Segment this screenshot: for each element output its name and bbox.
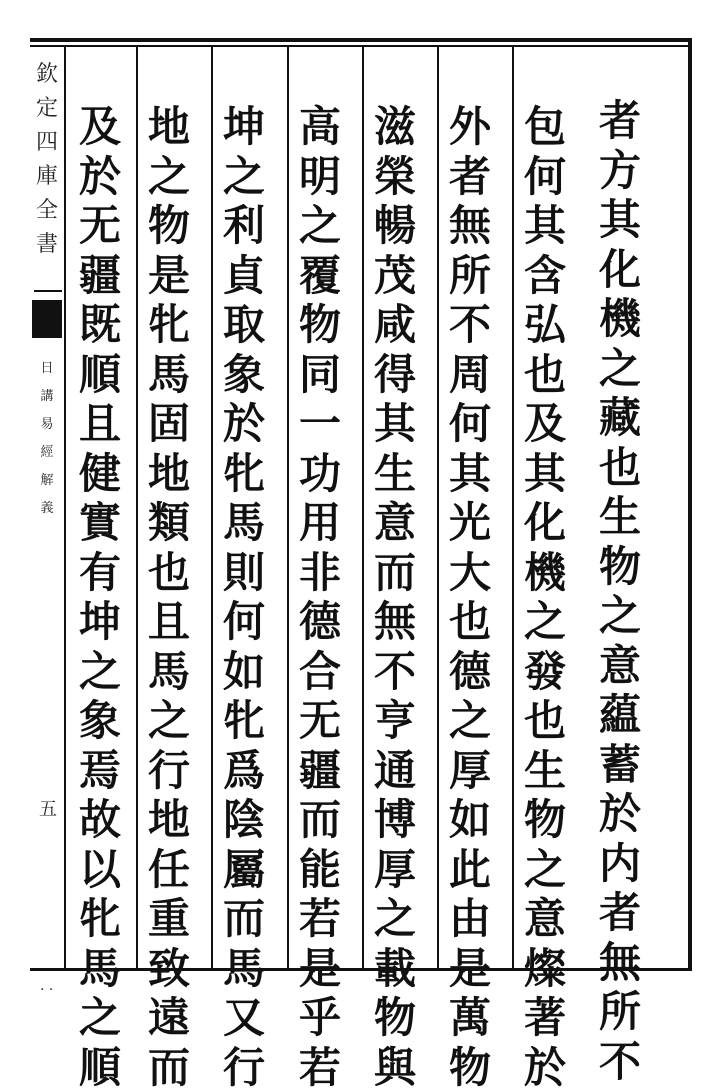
column-char: 萬 <box>440 993 500 1043</box>
column-char: 是 <box>440 944 500 994</box>
column-char: 固 <box>139 399 199 449</box>
column-char: 若 <box>290 894 350 944</box>
column-char: 包 <box>515 102 575 152</box>
text-column-4 <box>365 102 425 1092</box>
column-char: 馬 <box>139 647 199 697</box>
column-char: 則 <box>214 548 274 598</box>
column-char: 牝 <box>70 894 130 944</box>
column-char: 牝 <box>214 449 274 499</box>
column-char: 也 <box>515 350 575 400</box>
column-char: 疆 <box>290 746 350 796</box>
column-char: 生 <box>365 449 425 499</box>
column-char: 也 <box>440 597 500 647</box>
column-char: 博 <box>365 795 425 845</box>
column-char: 其 <box>440 449 500 499</box>
column-char: 何 <box>515 152 575 202</box>
column-char: 而 <box>290 795 350 845</box>
column-char: 非 <box>290 548 350 598</box>
column-char: 順 <box>70 350 130 400</box>
margin-book-title <box>34 58 60 262</box>
column-char: 牝 <box>139 300 199 350</box>
column-char: 馬 <box>70 944 130 994</box>
column-char: 内 <box>590 839 650 889</box>
text-column-3 <box>440 102 500 1092</box>
column-char: 行 <box>214 1043 274 1092</box>
column-divider <box>437 45 439 971</box>
column-char: 順 <box>70 1043 130 1092</box>
column-char: 乎 <box>290 993 350 1043</box>
column-char: 何 <box>214 597 274 647</box>
column-char: 疆 <box>70 251 130 301</box>
column-char: 坤 <box>70 597 130 647</box>
margin-title-char: 定 <box>36 92 58 126</box>
column-char: 地 <box>139 102 199 152</box>
margin-tick <box>34 290 62 292</box>
frame-top-inner-rule <box>30 45 692 47</box>
column-char: 爲 <box>214 746 274 796</box>
column-char: 之 <box>440 696 500 746</box>
text-column-8 <box>70 102 130 1092</box>
column-char: 也 <box>139 548 199 598</box>
column-char: 無 <box>440 201 500 251</box>
footer-mark: · · <box>40 982 53 998</box>
column-char: 類 <box>139 498 199 548</box>
column-char: 藏 <box>590 393 650 443</box>
margin-volume-char: 義 <box>40 495 53 523</box>
column-char: 而 <box>365 548 425 598</box>
column-char: 光 <box>440 498 500 548</box>
column-char: 一 <box>290 399 350 449</box>
column-char: 不 <box>590 1037 650 1087</box>
column-char: 外 <box>440 102 500 152</box>
column-char: 故 <box>70 795 130 845</box>
column-char: 載 <box>365 944 425 994</box>
column-char: 也 <box>515 696 575 746</box>
text-column-6 <box>214 102 274 1092</box>
column-char: 若 <box>290 1043 350 1092</box>
column-char: 且 <box>70 399 130 449</box>
column-char: 任 <box>139 845 199 895</box>
column-char: 不 <box>365 647 425 697</box>
column-char: 用 <box>290 498 350 548</box>
column-char: 重 <box>139 894 199 944</box>
column-char: 無 <box>365 597 425 647</box>
column-char: 物 <box>590 542 650 592</box>
column-char: 由 <box>440 894 500 944</box>
margin-volume-char: 解 <box>40 467 53 495</box>
column-char: 之 <box>214 152 274 202</box>
margin-volume-title <box>36 355 58 523</box>
column-char: 功 <box>290 449 350 499</box>
column-char: 是 <box>290 944 350 994</box>
column-char: 以 <box>70 845 130 895</box>
column-char: 滋 <box>365 102 425 152</box>
column-char: 者 <box>590 888 650 938</box>
column-divider <box>136 45 138 971</box>
column-char: 屬 <box>214 845 274 895</box>
column-char: 象 <box>70 696 130 746</box>
column-char: 其 <box>515 201 575 251</box>
column-char: 物 <box>290 300 350 350</box>
column-char: 地 <box>139 795 199 845</box>
column-char: 是 <box>139 251 199 301</box>
margin-title-char: 書 <box>36 228 58 262</box>
column-char: 馬 <box>214 944 274 994</box>
column-divider <box>362 45 364 971</box>
column-char: 行 <box>139 746 199 796</box>
column-char: 陰 <box>214 795 274 845</box>
column-char: 咸 <box>365 300 425 350</box>
column-char: 通 <box>365 746 425 796</box>
column-char: 於 <box>515 1043 575 1092</box>
text-column-5 <box>290 102 350 1092</box>
column-char: 健 <box>70 449 130 499</box>
column-char: 馬 <box>139 350 199 400</box>
column-char: 明 <box>290 152 350 202</box>
column-char: 發 <box>515 647 575 697</box>
column-char: 之 <box>365 894 425 944</box>
column-char: 意 <box>365 498 425 548</box>
column-char: 焉 <box>70 746 130 796</box>
column-char: 燦 <box>515 944 575 994</box>
column-char: 茂 <box>365 251 425 301</box>
column-char: 生 <box>515 746 575 796</box>
column-char: 意 <box>515 894 575 944</box>
margin-volume-char: 易 <box>40 411 53 439</box>
column-char: 厚 <box>365 845 425 895</box>
column-char: 也 <box>590 443 650 493</box>
column-char: 周 <box>440 350 500 400</box>
column-char: 之 <box>590 344 650 394</box>
margin-volume-char: 經 <box>40 439 53 467</box>
column-char: 者 <box>440 152 500 202</box>
margin-title-char: 庫 <box>36 160 58 194</box>
column-char: 而 <box>214 894 274 944</box>
column-char: 其 <box>365 399 425 449</box>
column-char: 之 <box>139 696 199 746</box>
column-char: 又 <box>214 993 274 1043</box>
column-char: 榮 <box>365 152 425 202</box>
column-char: 者 <box>590 96 650 146</box>
column-char: 著 <box>515 993 575 1043</box>
column-char: 遠 <box>139 993 199 1043</box>
margin-fish-tail-block <box>32 300 62 338</box>
column-char: 大 <box>440 548 500 598</box>
column-char: 地 <box>139 449 199 499</box>
column-char: 於 <box>590 789 650 839</box>
page-number: 五 <box>36 795 60 821</box>
column-char: 物 <box>365 993 425 1043</box>
column-char: 德 <box>290 597 350 647</box>
column-char: 貞 <box>214 251 274 301</box>
column-char: 其 <box>515 449 575 499</box>
column-char: 及 <box>515 399 575 449</box>
column-char: 合 <box>290 647 350 697</box>
column-char: 意 <box>590 641 650 691</box>
column-char: 於 <box>214 399 274 449</box>
column-char: 於 <box>70 152 130 202</box>
column-char: 所 <box>590 987 650 1037</box>
column-char: 致 <box>139 944 199 994</box>
margin-volume-char: 講 <box>40 383 53 411</box>
column-char: 實 <box>70 498 130 548</box>
column-char: 之 <box>515 845 575 895</box>
column-char: 无 <box>290 696 350 746</box>
text-column-7 <box>139 102 199 1092</box>
column-char: 覆 <box>290 251 350 301</box>
text-column-1 <box>590 96 650 1086</box>
column-char: 得 <box>365 350 425 400</box>
column-char: 弘 <box>515 300 575 350</box>
column-char: 與 <box>365 1043 425 1092</box>
column-char: 而 <box>139 1043 199 1092</box>
column-char: 生 <box>590 492 650 542</box>
column-char: 无 <box>70 201 130 251</box>
margin-volume-char: 日 <box>40 355 53 383</box>
margin-title-char: 全 <box>36 194 58 228</box>
column-char: 物 <box>440 1043 500 1092</box>
column-char: 化 <box>515 498 575 548</box>
margin-title-char: 欽 <box>36 58 58 92</box>
column-divider <box>211 45 213 971</box>
column-char: 德 <box>440 647 500 697</box>
column-char: 且 <box>139 597 199 647</box>
column-char: 其 <box>590 195 650 245</box>
column-char: 取 <box>214 300 274 350</box>
column-char: 物 <box>515 795 575 845</box>
column-char: 馬 <box>214 498 274 548</box>
column-char: 厚 <box>440 746 500 796</box>
column-char: 之 <box>70 647 130 697</box>
column-char: 之 <box>590 591 650 641</box>
column-char: 如 <box>440 795 500 845</box>
column-char: 之 <box>139 152 199 202</box>
column-char: 機 <box>515 548 575 598</box>
margin-rule <box>64 45 66 971</box>
column-char: 有 <box>70 548 130 598</box>
column-char: 坤 <box>214 102 274 152</box>
column-char: 何 <box>440 399 500 449</box>
column-char: 如 <box>214 647 274 697</box>
column-char: 亨 <box>365 696 425 746</box>
column-char: 之 <box>290 201 350 251</box>
column-char: 物 <box>139 201 199 251</box>
column-char: 利 <box>214 201 274 251</box>
column-char: 同 <box>290 350 350 400</box>
column-char: 暢 <box>365 201 425 251</box>
column-char: 能 <box>290 845 350 895</box>
column-char: 之 <box>515 597 575 647</box>
column-char: 方 <box>590 146 650 196</box>
column-char: 機 <box>590 294 650 344</box>
column-char: 既 <box>70 300 130 350</box>
column-char: 象 <box>214 350 274 400</box>
margin-title-char: 四 <box>36 126 58 160</box>
column-divider <box>287 45 289 971</box>
column-char: 高 <box>290 102 350 152</box>
column-char: 之 <box>70 993 130 1043</box>
column-char: 含 <box>515 251 575 301</box>
column-char: 所 <box>440 251 500 301</box>
column-divider <box>512 45 514 971</box>
column-char: 牝 <box>214 696 274 746</box>
column-char: 化 <box>590 245 650 295</box>
column-char: 不 <box>440 300 500 350</box>
column-char: 無 <box>590 938 650 988</box>
frame-right-rule <box>688 38 692 971</box>
frame-top-rule <box>30 38 692 42</box>
column-char: 此 <box>440 845 500 895</box>
text-column-2 <box>515 102 575 1092</box>
column-char: 蓄 <box>590 740 650 790</box>
column-char: 藴 <box>590 690 650 740</box>
column-char: 及 <box>70 102 130 152</box>
